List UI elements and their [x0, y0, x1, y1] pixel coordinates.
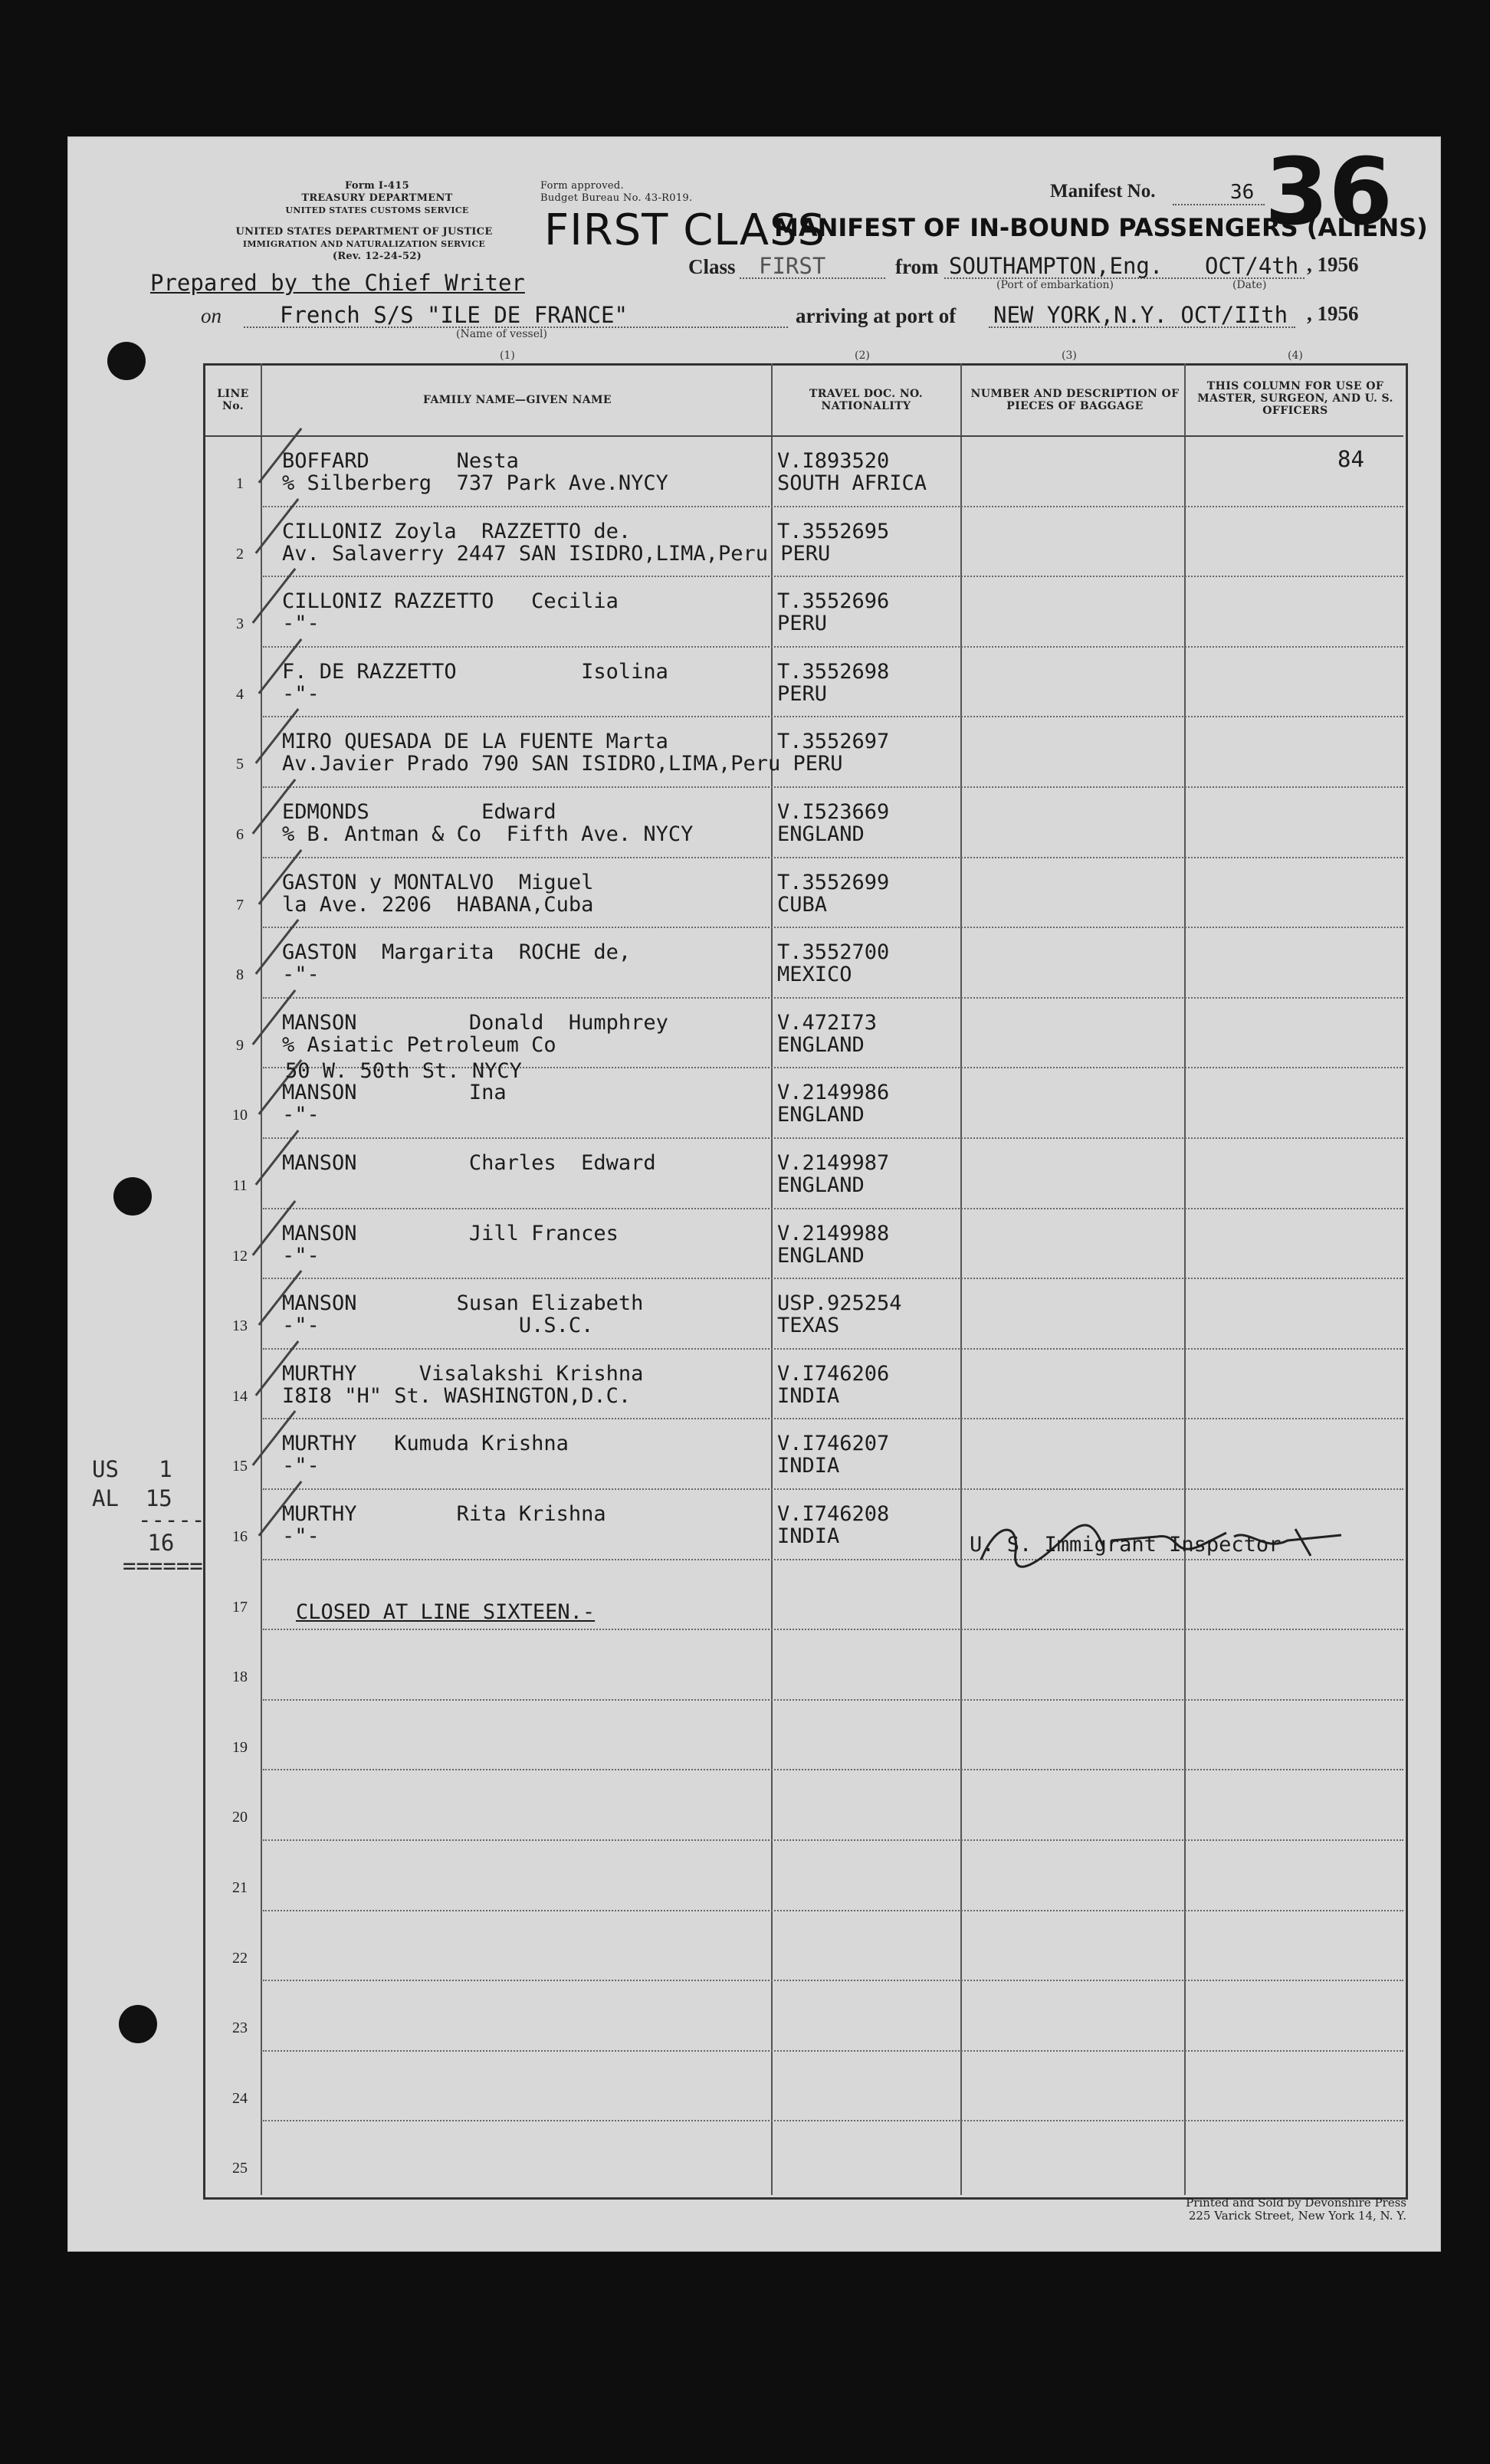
nationality: TEXAS: [777, 1314, 840, 1338]
passenger-address: -"-: [282, 1103, 320, 1127]
row-divider: [263, 716, 1403, 717]
printer-footer: [1146, 2197, 1406, 2223]
arriving-value: NEW YORK,N.Y. OCT/IIth: [993, 302, 1288, 328]
passenger-address: -"-: [282, 612, 320, 636]
travel-doc-no: V.I746206: [777, 1361, 890, 1386]
travel-doc-no: V.2149986: [777, 1081, 890, 1105]
col-header-baggage: NUMBER AND DESCRIPTION OF PIECES OF BAGGAGE: [970, 388, 1180, 412]
line-number: 8: [236, 966, 244, 984]
passenger-address: -"-: [282, 1524, 320, 1548]
manifest-big-number: 36: [1265, 139, 1393, 246]
travel-doc-no: T.3552696: [777, 589, 890, 614]
line-number: 23: [232, 2019, 248, 2037]
travel-doc-no: T.3552695: [777, 519, 890, 543]
passenger-address: % Silberberg 737 Park Ave.NYCY: [282, 471, 668, 495]
margin-tally-al: AL 15: [92, 1485, 172, 1511]
row-divider: [263, 1769, 1403, 1770]
travel-doc-no: V.I746207: [777, 1432, 890, 1456]
col-header-travel: TRAVEL DOC. NO. NATIONALITY: [809, 388, 924, 412]
passenger-name: MURTHY Rita Krishna: [282, 1502, 606, 1526]
manifest-no-label: Manifest No.: [1050, 181, 1156, 202]
line-number: 20: [232, 1809, 248, 1826]
row-divider: [263, 997, 1403, 999]
arriving-line: [989, 326, 1295, 328]
punch-hole: [119, 2005, 157, 2043]
line-number: 4: [236, 685, 244, 703]
arriving-label: arriving at port of: [796, 304, 957, 327]
form-approved: Form approved.: [540, 180, 624, 192]
row-divider: [263, 1629, 1403, 1630]
inspector-title: U. S. Immigrant Inspector: [970, 1533, 1282, 1557]
prepared-by: Prepared by the Chief Writer: [150, 270, 525, 296]
passenger-name: MANSON Jill Frances: [282, 1221, 619, 1245]
budget-bureau: Budget Bureau No. 43-R019.: [540, 192, 693, 204]
dept-justice: UNITED STATES DEPARTMENT OF JUSTICE: [235, 226, 493, 238]
from-label: from: [895, 255, 939, 278]
row-divider: [263, 1980, 1403, 1981]
line-number: 22: [232, 1949, 248, 1967]
passenger-address: % B. Antman & Co Fifth Ave. NYCY: [282, 822, 694, 846]
travel-doc-no: T.3552697: [777, 730, 890, 754]
line-number: 7: [236, 896, 244, 914]
nationality: PERU: [777, 612, 828, 636]
passenger-address: Av.Javier Prado 790 SAN ISIDRO,LIMA,Peru PERU: [282, 752, 843, 776]
dept-treasury: TREASURY DEPARTMENT: [301, 192, 453, 204]
margin-tally-total: 16: [107, 1530, 175, 1556]
first-class-stamp: FIRST CLASS: [544, 205, 826, 255]
line-number: 25: [232, 2160, 248, 2177]
manifest-table: [203, 363, 1408, 2200]
travel-doc-no: V.I523669: [777, 800, 890, 824]
line-number: 12: [232, 1247, 248, 1265]
line-number: 11: [232, 1177, 248, 1194]
travel-doc-no: T.3552698: [777, 659, 890, 684]
nationality: PERU: [777, 681, 828, 706]
class-label: Class: [688, 255, 736, 278]
manifest-title: MANIFEST OF IN-BOUND PASSENGERS (ALIENS): [774, 213, 1428, 242]
embark-caption: (Port of embarkation): [996, 279, 1114, 291]
departure-date: OCT/4th: [1205, 253, 1299, 279]
closed-note: CLOSED AT LINE SIXTEEN.-: [296, 1600, 596, 1624]
passenger-name: CILLONIZ RAZZETTO Cecilia: [282, 589, 619, 614]
dept-ins: IMMIGRATION AND NATURALIZATION SERVICE: [242, 239, 486, 249]
line-number: 1: [236, 475, 244, 492]
departure-year: , 1956: [1307, 253, 1359, 276]
passenger-name: GASTON y MONTALVO Miguel: [282, 870, 594, 894]
nationality: INDIA: [777, 1524, 840, 1548]
column-number-3: (3): [1062, 349, 1077, 362]
line-number: 15: [232, 1458, 248, 1475]
passenger-name: EDMONDS Edward: [282, 800, 556, 824]
travel-doc-no: T.3552699: [777, 870, 890, 894]
vessel-name: French S/S "ILE DE FRANCE": [280, 302, 628, 328]
class-line: [740, 277, 885, 279]
class-value: FIRST: [759, 253, 826, 279]
row-divider: [263, 1699, 1403, 1701]
date-caption: (Date): [1232, 279, 1267, 291]
line-number: 2: [236, 545, 244, 563]
line-number: 5: [236, 756, 244, 773]
nationality: INDIA: [777, 1383, 840, 1408]
row-divider: [263, 506, 1403, 507]
passenger-name: MANSON Susan Elizabeth: [282, 1291, 644, 1316]
passenger-address: -"- U.S.C.: [282, 1314, 594, 1338]
nationality: SOUTH AFRICA: [777, 471, 927, 495]
row-divider: [263, 2050, 1403, 2052]
line-number: 14: [232, 1387, 248, 1405]
row-divider: [263, 1910, 1403, 1911]
dept-customs: UNITED STATES CUSTOMS SERVICE: [285, 205, 469, 215]
nationality: MEXICO: [777, 963, 852, 987]
line-number: 21: [232, 1879, 248, 1896]
row-divider: [263, 786, 1403, 788]
line-number: 6: [236, 826, 244, 843]
passenger-address: % Asiatic Petroleum Co: [282, 1032, 556, 1057]
passenger-name: MANSON Charles Edward: [282, 1151, 656, 1175]
officer-mark: 84: [1337, 446, 1364, 472]
nationality: ENGLAND: [777, 1103, 865, 1127]
row-divider: [263, 1348, 1403, 1350]
passenger-address: -"-: [282, 1454, 320, 1478]
nationality: CUBA: [777, 892, 828, 917]
punch-hole: [113, 1177, 152, 1216]
vessel-caption: (Name of vessel): [456, 328, 547, 340]
passenger-address: I8I8 "H" St. WASHINGTON,D.C.: [282, 1383, 632, 1408]
nationality: ENGLAND: [777, 1173, 865, 1197]
nationality: ENGLAND: [777, 1243, 865, 1268]
col-header-officers: THIS COLUMN FOR USE OF MASTER, SURGEON, AND U. S. OFFICERS: [1197, 380, 1393, 417]
line-number: 17: [232, 1598, 248, 1616]
passenger-name: GASTON Margarita ROCHE de,: [282, 940, 632, 965]
passenger-address: Av. Salaverry 2447 SAN ISIDRO,LIMA,Peru PERU: [282, 541, 831, 566]
line-number: 9: [236, 1036, 244, 1054]
arrival-year: , 1956: [1307, 302, 1359, 325]
printer-line-2: 225 Varick Street, New York 14, N. Y.: [1188, 2209, 1406, 2223]
passenger-address: -"-: [282, 681, 320, 706]
col-divider: [261, 363, 262, 2195]
margin-tally-us: US 1: [92, 1456, 172, 1482]
passenger-name: MURTHY Kumuda Krishna: [282, 1432, 569, 1456]
travel-doc-no: T.3552700: [777, 940, 890, 965]
line-number: 3: [236, 615, 244, 633]
form-number: Form I-415: [345, 180, 409, 192]
travel-doc-no: V.2149988: [777, 1221, 890, 1245]
passenger-address: -"-: [282, 963, 320, 987]
form-revision: (Rev. 12-24-52): [332, 251, 422, 262]
row-divider: [263, 1278, 1403, 1279]
row-divider: [263, 1839, 1403, 1841]
margin-tally-double-rule: ======: [123, 1553, 203, 1579]
nationality: ENGLAND: [777, 1032, 865, 1057]
passenger-address: la Ave. 2206 HABANA,Cuba: [282, 892, 594, 917]
header-divider: [205, 435, 1403, 437]
row-divider: [263, 1137, 1403, 1139]
on-label: on: [201, 304, 222, 327]
line-number: 16: [232, 1528, 248, 1545]
nationality: INDIA: [777, 1454, 840, 1478]
passenger-name: MANSON Ina: [282, 1081, 507, 1105]
col-header-line-no: LINE No.: [217, 388, 249, 412]
travel-doc-no: V.I746208: [777, 1502, 890, 1526]
line-number: 18: [232, 1668, 248, 1686]
passenger-name: MANSON Donald Humphrey: [282, 1010, 668, 1035]
passenger-name: MIRO QUESADA DE LA FUENTE Marta: [282, 730, 668, 754]
from-value: SOUTHAMPTON,Eng.: [949, 253, 1163, 279]
extra-address-line: 50 W. 50th St. NYCY: [285, 1059, 522, 1083]
travel-doc-no: V.472I73: [777, 1010, 878, 1035]
column-number-1: (1): [500, 349, 515, 362]
nationality: ENGLAND: [777, 822, 865, 846]
margin-tally-rule: -----: [138, 1507, 205, 1533]
row-divider: [263, 1418, 1403, 1419]
row-divider: [263, 1488, 1403, 1490]
printer-line-1: Printed and Sold by Devonshire Press: [1186, 2196, 1406, 2210]
passenger-name: MURTHY Visalakshi Krishna: [282, 1361, 644, 1386]
manifest-no-value: 36: [1230, 181, 1255, 204]
passenger-name: CILLONIZ Zoyla RAZZETTO de.: [282, 519, 632, 543]
passenger-name: BOFFARD Nesta: [282, 449, 519, 473]
line-number: 19: [232, 1738, 248, 1756]
travel-doc-no: V.I893520: [777, 449, 890, 473]
line-number: 24: [232, 2089, 248, 2107]
passenger-name: F. DE RAZZETTO Isolina: [282, 659, 668, 684]
row-divider: [263, 646, 1403, 648]
punch-hole: [107, 342, 146, 380]
line-number: 10: [232, 1107, 248, 1124]
col-header-name: FAMILY NAME—GIVEN NAME: [422, 394, 612, 406]
column-number-4: (4): [1288, 349, 1303, 362]
row-divider: [263, 1208, 1403, 1209]
line-number: 13: [232, 1317, 248, 1335]
row-divider: [263, 927, 1403, 928]
passenger-address: -"-: [282, 1243, 320, 1268]
manifest-no-line: [1173, 204, 1265, 205]
travel-doc-no: V.2149987: [777, 1151, 890, 1175]
row-divider: [263, 857, 1403, 858]
row-divider: [263, 576, 1403, 577]
travel-doc-no: USP.925254: [777, 1291, 902, 1316]
row-divider: [263, 2120, 1403, 2121]
column-number-2: (2): [855, 349, 870, 362]
